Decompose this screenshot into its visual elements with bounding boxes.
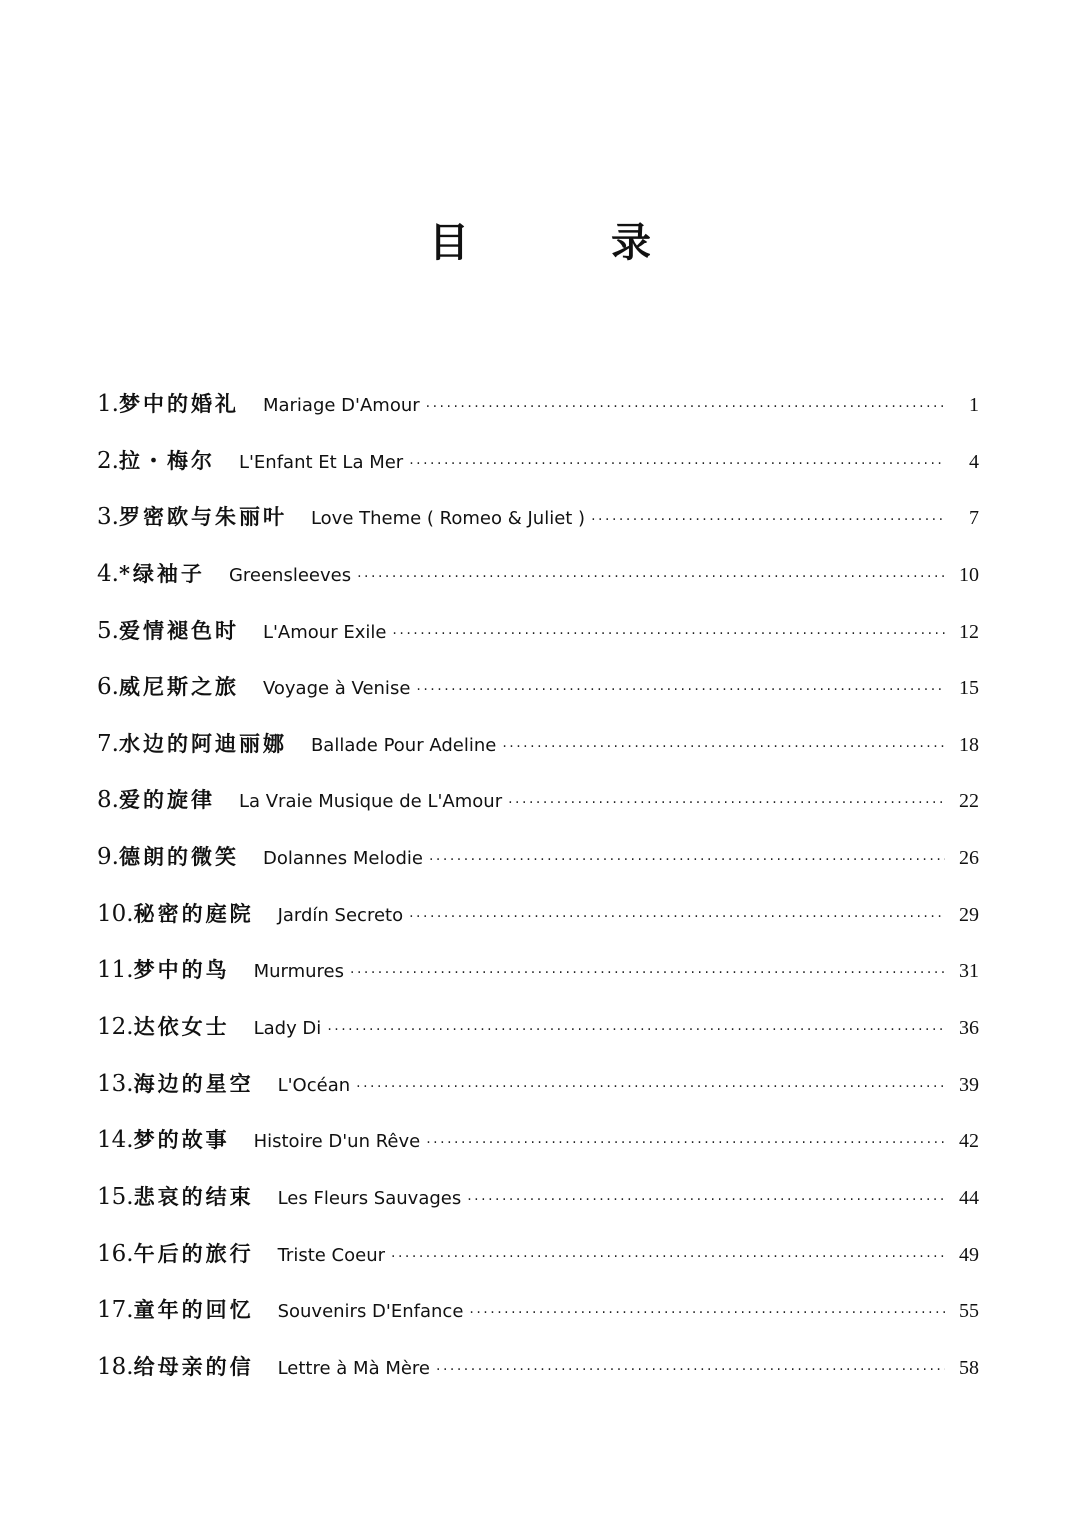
entry-chinese-title: *绿袖子 <box>118 560 205 586</box>
entry-chinese-title: 秘密的庭院 <box>133 900 254 926</box>
entry-english-title: Ballade Pour Adeline <box>310 734 497 756</box>
entry-page-number: 36 <box>959 1017 979 1040</box>
entry-number: 7. <box>97 730 119 757</box>
dot-leader <box>508 775 945 832</box>
entry-english-title: L'Enfant Et La Mer <box>238 451 404 473</box>
toc-entry[interactable] <box>97 886 979 943</box>
dot-leader <box>357 549 945 606</box>
entry-page-number: 55 <box>959 1300 979 1323</box>
entry-chinese-title: 海边的星空 <box>133 1070 254 1096</box>
dot-leader <box>409 436 945 493</box>
dot-leader <box>429 832 945 889</box>
dot-leader <box>409 889 945 946</box>
entry-english-title: Souvenirs D'Enfance <box>277 1301 464 1323</box>
entry-chinese-title: 罗密欧与朱丽叶 <box>118 504 287 530</box>
entry-chinese-title: 童年的回忆 <box>133 1297 254 1323</box>
entry-chinese-title: 梦的故事 <box>133 1127 230 1153</box>
entry-number: 17. <box>97 1297 134 1324</box>
dot-leader <box>591 492 945 549</box>
entry-page-number: 42 <box>959 1130 979 1153</box>
entry-page-number: 31 <box>959 960 979 983</box>
dot-leader <box>416 662 945 719</box>
entry-chinese-title: 达依女士 <box>133 1014 230 1040</box>
entry-chinese-title: 午后的旅行 <box>133 1240 254 1266</box>
dot-leader <box>350 945 945 1002</box>
entry-english-title: Les Fleurs Sauvages <box>277 1187 462 1209</box>
entry-chinese-title: 梦中的婚礼 <box>118 391 239 416</box>
entry-english-title: Histoire D'un Rêve <box>253 1131 421 1153</box>
dot-leader <box>469 1285 945 1342</box>
entry-page-number: 7 <box>969 507 979 530</box>
entry-page-number: 39 <box>959 1073 979 1096</box>
toc-entry[interactable] <box>97 942 979 999</box>
entry-number: 3. <box>97 504 119 531</box>
entry-number: 12. <box>97 1014 134 1041</box>
dot-leader <box>356 1059 945 1116</box>
entry-chinese-title: 爱情褪色时 <box>118 617 239 643</box>
entry-number: 15. <box>97 1183 134 1210</box>
entry-chinese-title: 爱的旋律 <box>118 787 215 813</box>
entry-page-number: 44 <box>959 1186 979 1209</box>
dot-leader <box>391 1229 945 1286</box>
entry-number: 18. <box>97 1353 134 1380</box>
entry-number: 9. <box>97 844 119 871</box>
toc-entry[interactable] <box>97 1339 979 1396</box>
entry-chinese-title: 水边的阿迪丽娜 <box>118 730 287 756</box>
toc-entry[interactable] <box>97 716 979 773</box>
entry-number: 6. <box>97 674 119 701</box>
entry-chinese-title: 德朗的微笑 <box>118 844 239 870</box>
entry-english-title: Mariage D'Amour <box>262 395 420 416</box>
entry-number: 14. <box>97 1127 134 1154</box>
toc-entry[interactable] <box>97 1169 979 1226</box>
entry-number: 2. <box>97 447 119 474</box>
entry-number: 5. <box>97 617 119 644</box>
toc-entry[interactable] <box>97 659 979 716</box>
toc-entry[interactable] <box>97 433 979 490</box>
toc-entry[interactable] <box>97 1112 979 1169</box>
entry-number: 11. <box>97 957 134 984</box>
entry-chinese-title: 拉・梅尔 <box>118 447 215 473</box>
entry-english-title: Murmures <box>253 961 344 983</box>
entry-english-title: L'Océan <box>277 1074 351 1096</box>
entry-page-number: 22 <box>959 790 979 813</box>
entry-english-title: Lady Di <box>253 1018 322 1040</box>
entry-number: 16. <box>97 1240 134 1267</box>
entry-english-title: La Vraie Musique de L'Amour <box>238 791 503 813</box>
entry-number: 4. <box>97 560 119 587</box>
dot-leader <box>502 719 945 776</box>
entry-number: 1. <box>97 391 119 417</box>
entry-page-number: 26 <box>959 847 979 870</box>
entry-page-number: 18 <box>959 733 979 756</box>
dot-leader <box>392 606 945 663</box>
entry-english-title: Love Theme ( Romeo & Juliet ) <box>310 508 586 530</box>
entry-english-title: Voyage à Venise <box>262 678 411 700</box>
dot-leader <box>426 1115 945 1172</box>
entry-english-title: Greensleeves <box>228 564 352 586</box>
dot-leader <box>436 1342 945 1399</box>
toc-entry[interactable] <box>97 376 979 433</box>
toc-entry[interactable] <box>97 489 979 546</box>
entry-chinese-title: 梦中的鸟 <box>133 957 230 983</box>
entry-page-number: 49 <box>959 1243 979 1266</box>
dot-leader <box>426 379 945 436</box>
toc-entry[interactable] <box>97 603 979 660</box>
table-of-contents <box>97 376 979 1396</box>
entry-english-title: Lettre à Mà Mère <box>277 1357 430 1379</box>
toc-entry[interactable] <box>97 1056 979 1113</box>
toc-entry[interactable] <box>97 1282 979 1339</box>
toc-entry[interactable] <box>97 1226 979 1283</box>
toc-entry[interactable] <box>97 999 979 1056</box>
entry-english-title: Jardín Secreto <box>277 904 404 926</box>
toc-entry[interactable] <box>97 772 979 829</box>
toc-entry[interactable] <box>97 546 979 603</box>
entry-page-number: 15 <box>959 677 979 700</box>
entry-page-number: 10 <box>959 563 979 586</box>
dot-leader <box>327 1002 945 1059</box>
entry-chinese-title: 悲哀的结束 <box>133 1183 254 1209</box>
entry-chinese-title: 给母亲的信 <box>133 1353 254 1379</box>
entry-english-title: Dolannes Melodie <box>262 848 423 870</box>
entry-english-title: Triste Coeur <box>277 1244 386 1266</box>
entry-page-number: 12 <box>959 620 979 643</box>
toc-entry[interactable] <box>97 829 979 886</box>
entry-number: 8. <box>97 787 119 814</box>
entry-page-number: 58 <box>959 1356 979 1379</box>
entry-english-title: L'Amour Exile <box>262 621 387 643</box>
entry-chinese-title: 威尼斯之旅 <box>118 674 239 700</box>
page-title: 目 录 <box>429 219 715 266</box>
dot-leader <box>467 1172 945 1229</box>
entry-number: 13. <box>97 1070 134 1097</box>
entry-page-number: 1 <box>969 394 979 416</box>
entry-page-number: 29 <box>959 903 979 926</box>
entry-number: 10. <box>97 900 134 927</box>
entry-page-number: 4 <box>969 450 979 473</box>
